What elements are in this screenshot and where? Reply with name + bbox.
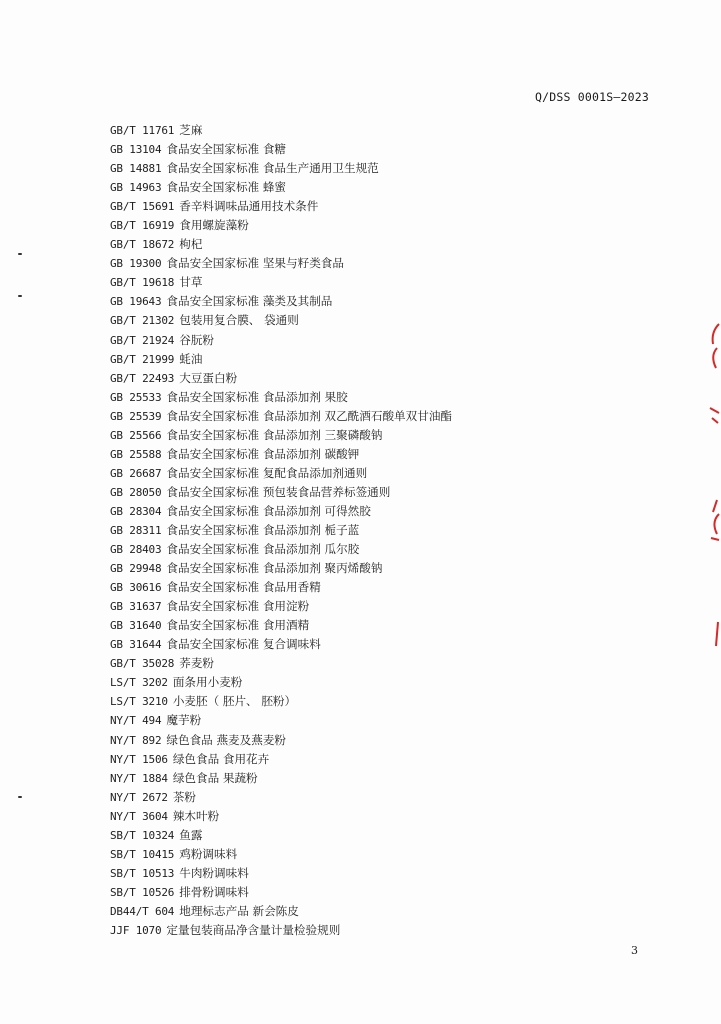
reference-code: NY/T 494 (110, 714, 162, 728)
reference-code: GB/T 35028 (110, 657, 175, 671)
reference-item (110, 807, 452, 826)
reference-code: SB/T 10324 (110, 828, 175, 842)
reference-title: 枸杞 (179, 237, 203, 252)
reference-title: 食用螺旋藻粉 (179, 218, 249, 233)
reference-title: 面条用小麦粉 (172, 675, 243, 690)
normative-reference-list (110, 121, 452, 940)
reference-item (110, 445, 452, 464)
reference-item (110, 540, 452, 559)
reference-code: GB/T 21302 (110, 314, 175, 328)
binder-mark (18, 295, 22, 297)
reference-code: GB 28050 (110, 485, 162, 499)
reference-item (110, 311, 452, 330)
reference-code: GB 25539 (110, 409, 162, 423)
reference-item (110, 273, 452, 292)
binder-mark (18, 253, 22, 255)
reference-item (110, 864, 452, 883)
reference-code: SB/T 10526 (110, 885, 175, 899)
reference-code: GB 19643 (110, 295, 162, 309)
reference-title: 辣木叶粉 (172, 808, 220, 823)
reference-code: GB/T 11761 (110, 124, 175, 137)
reference-code: LS/T 3202 (110, 676, 168, 690)
reference-item (110, 635, 452, 654)
reference-code: GB/T 21924 (110, 333, 175, 347)
reference-title: 食品安全国家标准 食品用香精 (166, 580, 321, 595)
reference-item (110, 178, 452, 197)
reference-title: 香辛料调味品通用技术条件 (179, 199, 319, 214)
reference-code: GB 13104 (110, 143, 162, 157)
red-seal-fragment (707, 404, 721, 426)
reference-item (110, 692, 452, 711)
reference-code: GB 19300 (110, 257, 162, 271)
reference-title: 食品安全国家标准 食糖 (166, 142, 287, 157)
reference-code: GB/T 19618 (110, 276, 175, 290)
reference-item (110, 140, 452, 159)
reference-item (110, 483, 452, 502)
reference-item (110, 750, 452, 769)
reference-item (110, 845, 452, 864)
reference-title: 食品安全国家标准 预包装食品营养标签通则 (166, 484, 391, 499)
reference-item (110, 235, 452, 254)
reference-item (110, 292, 452, 311)
reference-title: 牛肉粉调味料 (179, 865, 249, 880)
page-number: 3 (631, 944, 638, 957)
reference-title: 食品安全国家标准 食品添加剂 果胶 (166, 389, 348, 404)
reference-title: 茶粉 (172, 789, 197, 804)
reference-code: GB/T 18672 (110, 238, 175, 252)
reference-item (110, 559, 452, 578)
reference-title: 蚝油 (179, 351, 203, 366)
reference-item (110, 197, 452, 216)
reference-title: 鱼露 (179, 827, 203, 842)
reference-code: GB 28304 (110, 504, 162, 518)
reference-item (110, 902, 452, 921)
reference-code: SB/T 10513 (110, 866, 175, 880)
reference-title: 食品安全国家标准 食用淀粉 (166, 599, 310, 614)
reference-title: 鸡粉调味料 (179, 846, 238, 861)
reference-code: GB 31644 (110, 638, 162, 652)
reference-title: 定量包装商品净含量计量检验规则 (166, 922, 341, 937)
reference-title: 食品安全国家标准 食品生产通用卫生规范 (166, 161, 379, 176)
reference-item (110, 711, 452, 730)
reference-item (110, 731, 452, 750)
reference-title: 食品安全国家标准 食品添加剂 聚丙烯酸钠 (166, 561, 383, 576)
reference-item (110, 597, 452, 616)
reference-code: GB 25588 (110, 447, 162, 461)
reference-item (110, 254, 452, 273)
reference-item (110, 350, 452, 369)
reference-code: NY/T 2672 (110, 790, 168, 804)
reference-title: 芝麻 (179, 123, 203, 137)
reference-title: 谷朊粉 (179, 332, 215, 347)
reference-title: 食品安全国家标准 食品添加剂 三聚磷酸钠 (166, 427, 383, 442)
reference-code: JJF 1070 (110, 923, 162, 937)
red-seal-fragment (707, 498, 721, 542)
reference-title: 食品安全国家标准 复合调味料 (166, 637, 321, 652)
standard-code-header: Q/DSS 0001S—2023 (535, 90, 649, 104)
binder-mark (18, 796, 22, 798)
reference-title: 小麦胚（ 胚片、 胚粉） (172, 694, 297, 709)
reference-title: 大豆蛋白粉 (179, 370, 238, 385)
reference-code: GB 29948 (110, 562, 162, 576)
reference-code: GB 31640 (110, 619, 162, 633)
reference-title: 荞麦粉 (179, 656, 215, 671)
reference-item (110, 521, 452, 540)
reference-code: GB/T 22493 (110, 371, 175, 385)
reference-item (110, 654, 452, 673)
reference-code: GB 26687 (110, 466, 162, 480)
reference-code: NY/T 3604 (110, 809, 168, 823)
reference-item (110, 426, 452, 445)
reference-item (110, 502, 452, 521)
reference-code: SB/T 10415 (110, 847, 175, 861)
reference-title: 甘草 (179, 275, 203, 290)
reference-title: 食品安全国家标准 复配食品添加剂通则 (166, 465, 368, 480)
reference-title: 食品安全国家标准 食品添加剂 双乙酰酒石酸单双甘油酯 (166, 408, 453, 423)
reference-title: 地理标志产品 新会陈皮 (179, 903, 299, 918)
reference-item (110, 388, 452, 407)
reference-title: 包装用复合膜、 袋通则 (179, 313, 299, 328)
reference-code: NY/T 1884 (110, 771, 168, 785)
reference-title: 食品安全国家标准 食品添加剂 碳酸钾 (166, 446, 360, 461)
reference-code: NY/T 892 (110, 733, 162, 747)
reference-item (110, 673, 452, 692)
reference-code: DB44/T 604 (110, 904, 175, 918)
reference-item (110, 578, 452, 597)
reference-item (110, 769, 452, 788)
reference-title: 魔芋粉 (166, 713, 202, 728)
reference-code: NY/T 1506 (110, 752, 168, 766)
reference-item (110, 369, 452, 388)
reference-item (110, 883, 452, 902)
reference-item (110, 616, 452, 635)
reference-code: GB 28311 (110, 523, 162, 537)
reference-code: GB 30616 (110, 581, 162, 595)
reference-item (110, 216, 452, 235)
reference-title: 食品安全国家标准 坚果与籽类食品 (166, 256, 344, 271)
reference-code: GB 25566 (110, 428, 162, 442)
reference-item (110, 407, 452, 426)
reference-title: 食品安全国家标准 食用酒精 (166, 618, 310, 633)
reference-item (110, 121, 452, 140)
reference-code: LS/T 3210 (110, 695, 168, 709)
reference-item (110, 826, 452, 845)
reference-code: GB/T 16919 (110, 219, 175, 233)
reference-code: GB/T 15691 (110, 200, 175, 214)
reference-code: GB 14881 (110, 162, 162, 176)
reference-title: 绿色食品 食用花卉 (172, 751, 270, 766)
red-seal-fragment (707, 322, 721, 372)
reference-title: 绿色食品 燕麦及燕麦粉 (166, 732, 287, 747)
reference-code: GB 31637 (110, 600, 162, 614)
reference-title: 食品安全国家标准 食品添加剂 瓜尔胶 (166, 542, 360, 557)
reference-title: 排骨粉调味料 (179, 884, 249, 899)
reference-code: GB 14963 (110, 181, 162, 195)
reference-item (110, 464, 452, 483)
reference-code: GB 25533 (110, 390, 162, 404)
reference-item (110, 159, 452, 178)
reference-item (110, 331, 452, 350)
reference-item (110, 788, 452, 807)
reference-title: 绿色食品 果蔬粉 (172, 770, 258, 785)
reference-title: 食品安全国家标准 食品添加剂 栀子蓝 (166, 522, 360, 537)
reference-title: 食品安全国家标准 食品添加剂 可得然胶 (166, 503, 371, 518)
red-seal-fragment (707, 620, 721, 648)
reference-code: GB 28403 (110, 543, 162, 557)
reference-title: 食品安全国家标准 蜂蜜 (166, 180, 287, 195)
reference-title: 食品安全国家标准 藻类及其制品 (166, 294, 333, 309)
reference-code: GB/T 21999 (110, 352, 175, 366)
reference-item (110, 921, 452, 940)
